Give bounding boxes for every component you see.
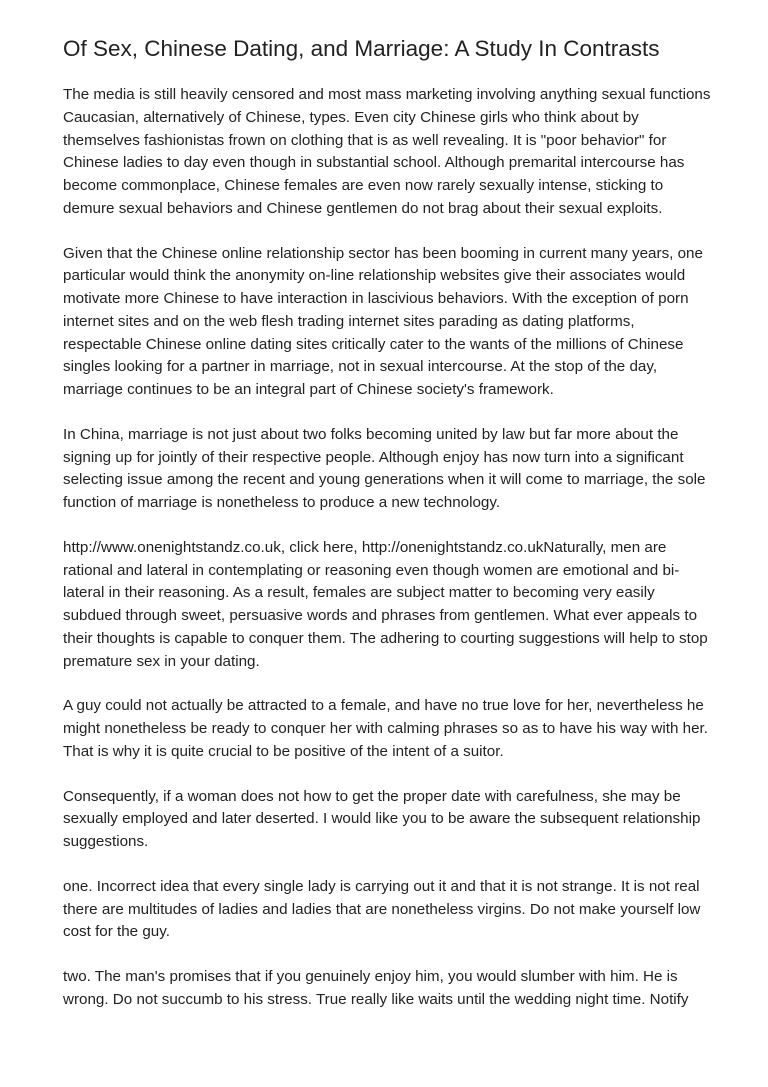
- paragraph-marriage-in-china: In China, marriage is not just about two folks becoming united by law but far more about the signing up for jointly of their respective people. Although enjoy has now turn into a significant selecting issue among the recent and young generations when it will come to marriage, the sole function of marriage is nonetheless to produce a new technology.: [63, 425, 706, 511]
- paragraph-tip-one: one. Incorrect idea that every single lady is carrying out it and that it is not strange. It is not real there are multitudes of ladies and ladies that are nonetheless virgins. Do not make yourself low cost for the guy.: [63, 877, 701, 941]
- paragraph-media-censorship: The media is still heavily censored and most mass marketing involving anything sexual functions Caucasian, alternatively of Chinese, types. Even city Chinese girls who think about by themselves fashionistas frown on clothing that is as well revealing. It is "poor behavior" for Chinese ladies to day even though in substantial school. Although premarital intercourse has become commonplace, Chinese females are even now rarely sexually intense, sticking to demure sexual behaviors and Chinese gentlemen do not brag about their sexual exploits.: [63, 86, 711, 217]
- paragraph-tip-two: two. The man's promises that if you genuinely enjoy him, you would slumber with him. He is wrong. Do not succumb to his stress. True really like waits until the wedding night time. Notify: [63, 968, 689, 1008]
- paragraph-online-dating-sector: Given that the Chinese online relationship sector has been booming in current many years, one particular would think the anonymity on-line relationship websites give their associates would motivate more Chinese to have interaction in lascivious behaviors. With the exception of porn internet sites and on the web flesh trading internet sites parading as dating platforms, respectable Chinese online dating sites critically cater to the wants of the millions of Chinese singles looking for a partner in marriage, not in sexual intercourse. At the stop of the day, marriage continues to be an integral part of Chinese society's framework.: [63, 244, 703, 398]
- page-title: Of Sex, Chinese Dating, and Marriage: A Study In Contrasts: [63, 36, 660, 61]
- document-page: [63, 34, 713, 1012]
- paragraph-reasoning: http://www.onenightstandz.co.uk, click here, http://onenightstandz.co.ukNaturally, men are rational and lateral in contemplating or reasoning even though women are emotional and bi-lateral in their reasoning. As a result, females are subject matter to becoming very easily subdued through sweet, persuasive words and phrases from gentlemen. What ever appeals to their thoughts is capable to conquer them. The adhering to courting suggestions will help to stop premature sex in your dating.: [63, 538, 708, 670]
- paragraph-consequently: Consequently, if a woman does not how to get the proper date with carefulness, she may be sexually employed and later deserted. I would like you to be aware the subsequent relationship suggestions.: [63, 787, 701, 850]
- paragraph-suitor-intent: A guy could not actually be attracted to a female, and have no true love for her, nevertheless he might nonetheless be ready to conquer her with calming phrases so as to have his way with her. That is why it is quite crucial to be positive of the intent of a suitor.: [63, 697, 708, 760]
